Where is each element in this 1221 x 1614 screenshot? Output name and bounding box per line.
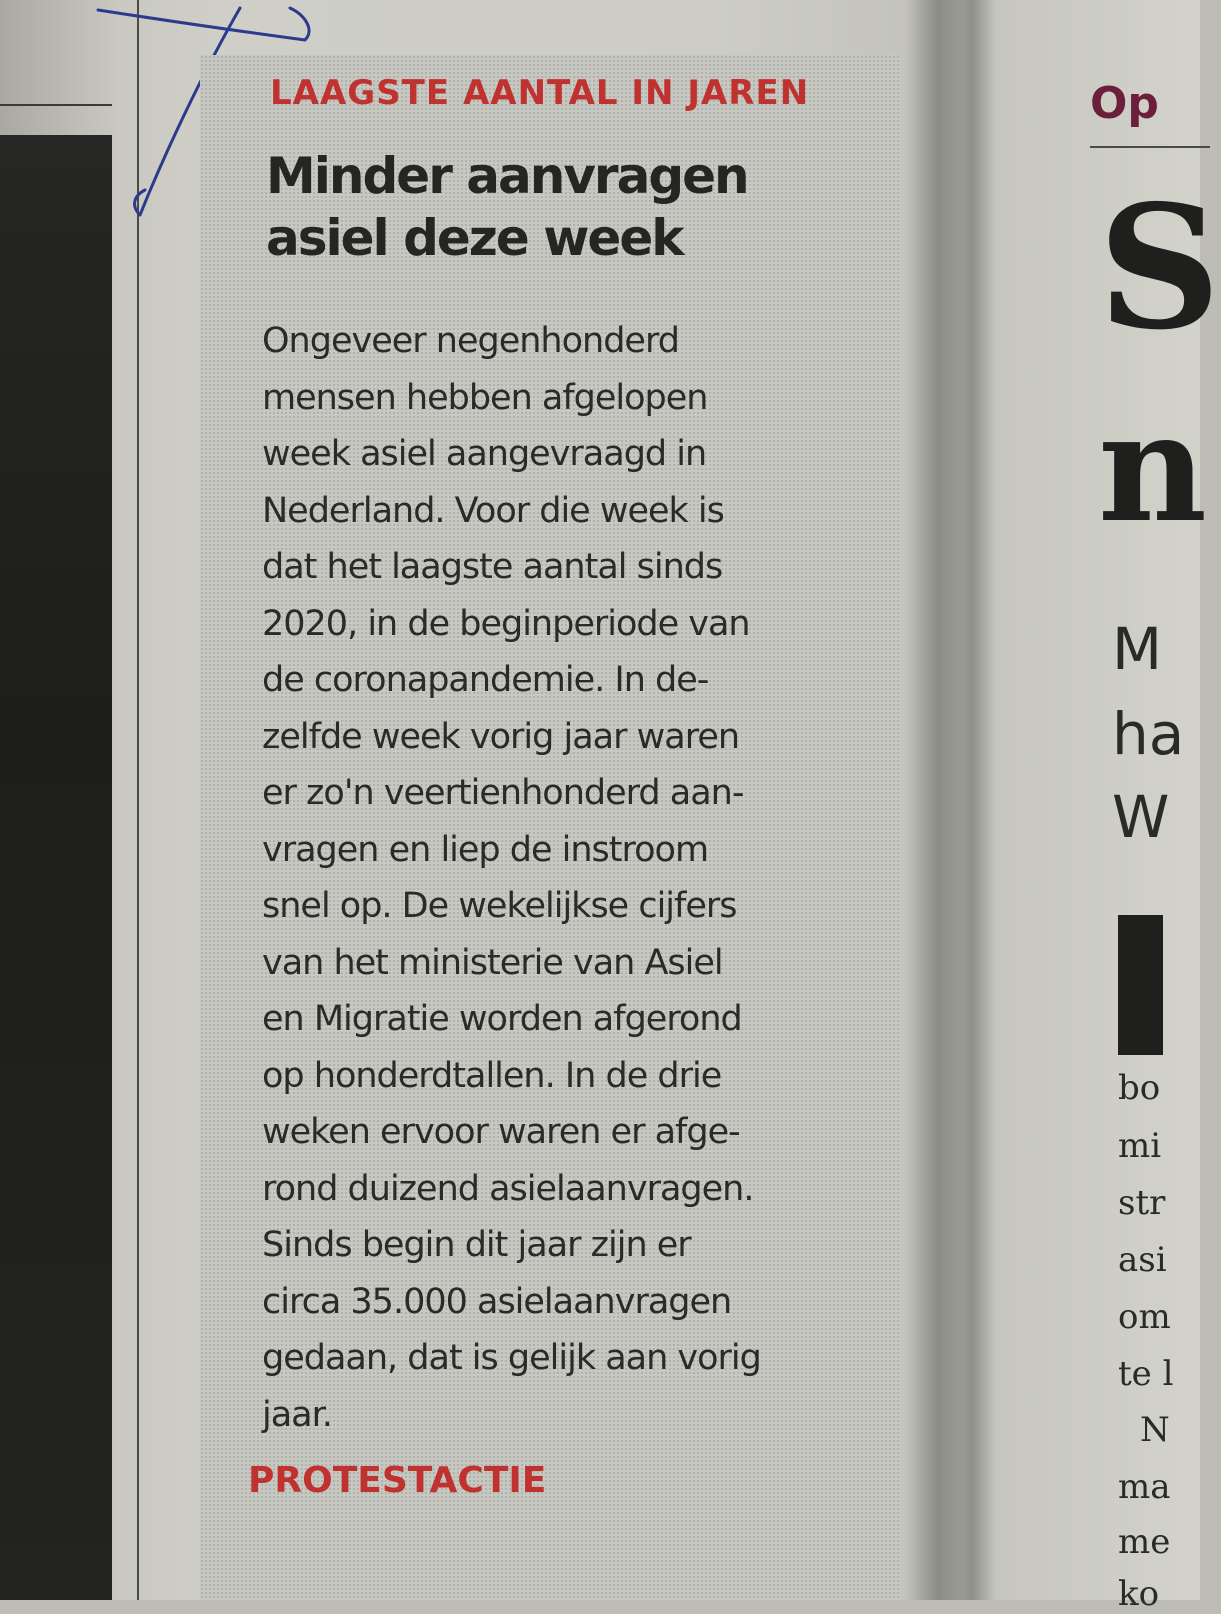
right-column (1090, 0, 1221, 1614)
article-body (262, 313, 862, 1443)
right-body-fragment: ma (1118, 1467, 1171, 1507)
right-dropcap (1118, 915, 1163, 1055)
column-divider (137, 0, 139, 1600)
right-intro-fragment: W (1112, 783, 1170, 851)
body-line: vragen en liep de instroom (262, 829, 709, 870)
body-line: van het ministerie van Asiel (262, 942, 723, 983)
body-line: gedaan, dat is gelijk aan vorig (262, 1338, 761, 1378)
right-intro-fragment: ha (1112, 700, 1185, 768)
right-body-fragment: om (1118, 1297, 1171, 1337)
body-line: rond duizend asielaanvragen. (262, 1168, 754, 1209)
body-line: de coronapandemie. In de- (262, 660, 709, 700)
right-headline-fragment: n (1098, 380, 1208, 556)
article-kicker: LAAGSTE AANTAL IN JAREN (270, 73, 810, 113)
right-section-label: Op (1090, 78, 1159, 129)
body-line: dat het laagste aantal sinds (262, 547, 723, 587)
body-line: Sinds begin dit jaar zijn er (262, 1225, 691, 1265)
right-body-fragment: te l (1118, 1354, 1174, 1394)
left-photo (0, 135, 112, 1600)
right-body-fragment: me (1118, 1522, 1171, 1562)
body-line: snel op. De wekelijkse cijfers (262, 886, 737, 926)
page-fold (905, 0, 965, 1600)
body-line: mensen hebben afgelopen (262, 377, 708, 418)
article-box (200, 55, 900, 1600)
body-line: er zo'n veertienhonderd aan- (262, 773, 744, 813)
body-line: 2020, in de beginperiode van (262, 603, 750, 644)
right-body-fragment: mi (1118, 1126, 1162, 1166)
next-article-kicker: PROTESTACTIE (248, 1460, 547, 1501)
right-section-rule (1090, 146, 1210, 148)
body-line: weken ervoor waren er afge- (262, 1112, 740, 1152)
headline-line: asiel deze week (266, 209, 683, 267)
body-line: jaar. (262, 1394, 332, 1435)
right-body-fragment: str (1118, 1183, 1166, 1223)
article-headline (266, 145, 886, 269)
right-body-fragment: ko (1118, 1574, 1160, 1614)
right-body-fragment: N (1140, 1410, 1170, 1450)
right-body-fragment: bo (1118, 1068, 1161, 1108)
right-intro-fragment: M (1112, 615, 1163, 683)
body-line: Nederland. Voor die week is (262, 490, 724, 531)
body-line: en Migratie worden afgerond (262, 999, 742, 1039)
body-line: zelfde week vorig jaar waren (262, 716, 740, 757)
body-line: week asiel aangevraagd in (262, 434, 707, 474)
right-body-fragment: asi (1118, 1240, 1167, 1280)
body-line: Ongeveer negenhonderd (262, 321, 679, 361)
right-headline-fragment: S (1098, 168, 1221, 368)
body-line: op honderdtallen. In de drie (262, 1055, 722, 1096)
body-line: circa 35.000 asielaanvragen (262, 1281, 732, 1322)
headline-line: Minder aanvragen (266, 147, 748, 205)
